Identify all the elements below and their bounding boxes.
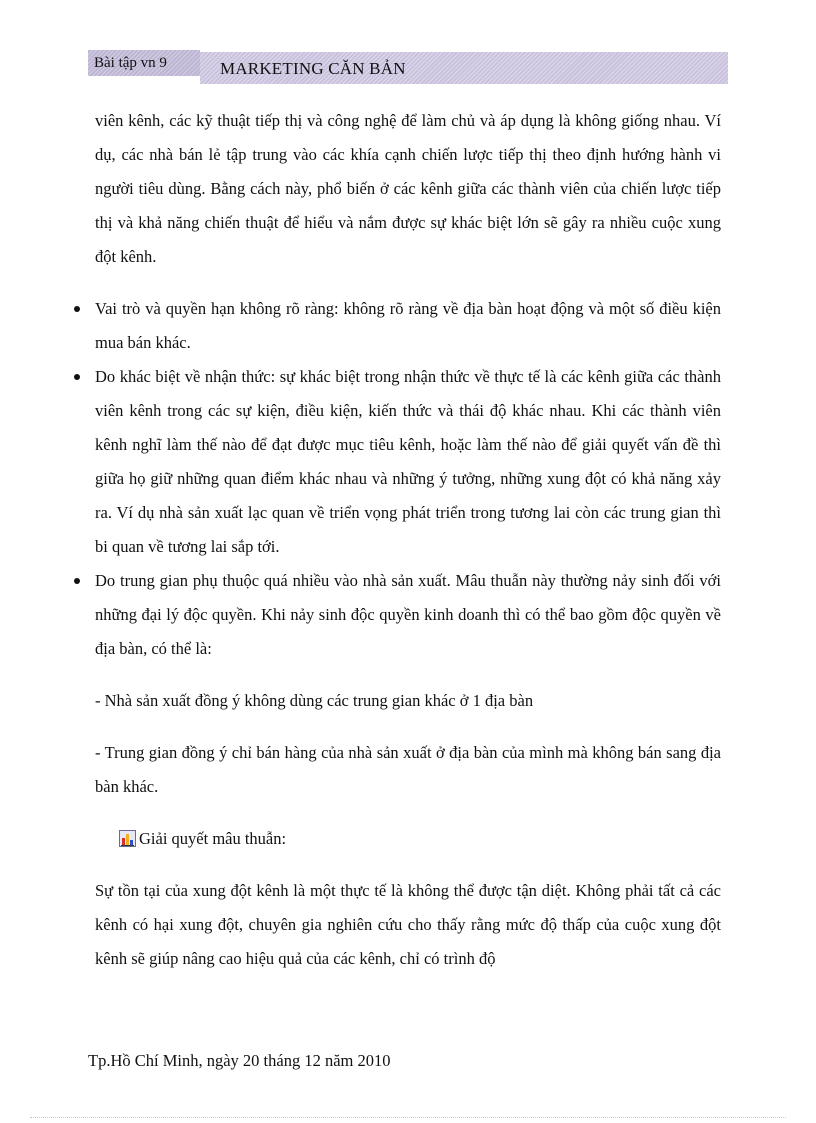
bullet-dot-icon: [74, 578, 80, 584]
bullet-item: [95, 360, 721, 564]
dash-item: - Nhà sản xuất đồng ý không dùng các trung gian khác ở 1 địa bàn: [95, 691, 534, 710]
bullet-list: [95, 292, 721, 666]
bullet-item: [95, 292, 721, 360]
bullet-dot-icon: [74, 306, 80, 312]
bullet-item: [95, 564, 721, 666]
bullet-dot-icon: [74, 374, 80, 380]
intro-paragraph: viên kênh, các kỹ thuật tiếp thị và công nghệ để làm chủ và áp dụng là không giống nhau. Ví dụ, các nhà bán lẻ tập trung vào các khía cạnh chiến lược tiếp thị theo định hướng hành vi người tiêu dùng. Bằng cách này, phổ biến ở các kênh giữa các thành viên của chiến lược tiếp thị và khả năng chiến thuật để hiểu và nắm được sự khác biệt lớn sẽ gây ra nhiều cuộc xung đột kênh.: [95, 111, 721, 266]
footer-place-date: Tp.Hồ Chí Minh, ngày 20 tháng 12 năm 2010: [88, 1051, 391, 1070]
section-heading: [95, 822, 721, 856]
bullet-text: Vai trò và quyền hạn không rõ ràng: không rõ ràng về địa bàn hoạt động và một số điều kiện mua bán khác.: [95, 299, 721, 352]
document-body: [95, 104, 721, 976]
bar-chart-icon: [119, 830, 136, 847]
closing-paragraph: Sự tồn tại của xung đột kênh là một thực tế là không thể được tận diệt. Không phải tất cả các kênh có hại xung đột, chuyên gia nghiên cứu cho thấy rằng mức độ thấp của cuộc xung đột kênh sẽ giúp nâng cao hiệu quả của các kênh, chỉ có trình độ: [95, 881, 721, 968]
footer-divider: [30, 1117, 786, 1118]
bullet-text: Do khác biệt về nhận thức: sự khác biệt trong nhận thức về thực tế là các kênh giữa các thành viên kênh trong các sự kiện, điều kiện, kiến thức và thái độ khác nhau. Khi các thành viên kênh nghĩ làm thế nào để đạt được mục tiêu kênh, hoặc làm thế nào để giải quyết vấn đề thì giữa họ giữ những quan điểm khác nhau và những ý tưởng, những xung đột có khả năng xảy ra. Ví dụ nhà sản xuất lạc quan về triển vọng phát triển trong tương lai còn các trung gian thì bi quan về tương lai sắp tới.: [95, 367, 721, 556]
page-header: [88, 50, 728, 84]
bullet-text: Do trung gian phụ thuộc quá nhiều vào nhà sản xuất. Mâu thuẫn này thường nảy sinh đối với những đại lý độc quyền. Khi nảy sinh độc quyền kinh doanh thì có thể bao gồm độc quyền về địa bàn, có thể là:: [95, 571, 721, 658]
section-heading-text: Giải quyết mâu thuẫn:: [139, 829, 287, 848]
dash-item: - Trung gian đồng ý chỉ bán hàng của nhà sản xuất ở địa bàn của mình mà không bán sang địa bàn khác.: [95, 743, 721, 796]
header-course-title: MARKETING CĂN BẢN: [200, 52, 728, 84]
header-lesson-label: Bài tập vn 9: [88, 50, 200, 76]
